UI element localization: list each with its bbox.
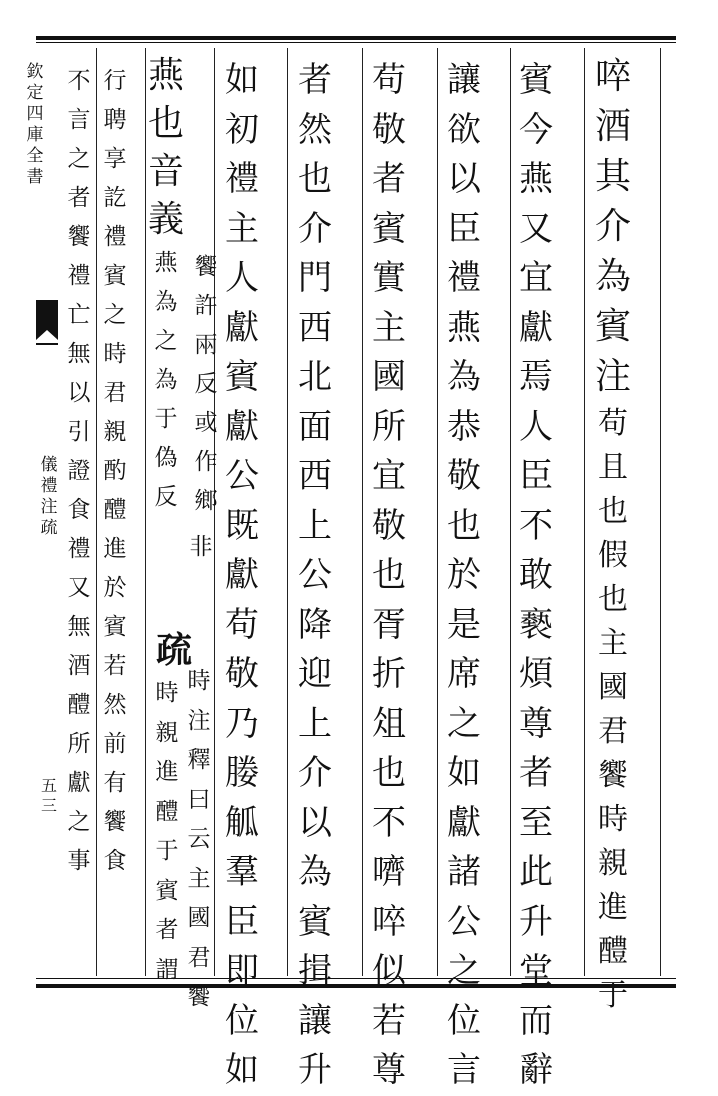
note-char: 兩 — [194, 332, 218, 358]
commentary-char: 酌 — [103, 458, 127, 484]
main-text-char: 如 — [225, 1050, 259, 1090]
note-char: 非 — [189, 534, 213, 560]
commentary-char: 醴 — [155, 798, 179, 825]
column-rule — [584, 48, 585, 976]
column-rule — [510, 48, 511, 976]
commentary-char: 親 — [103, 419, 127, 445]
commentary-char: 之 — [67, 809, 91, 835]
commentary-char: 醴 — [103, 497, 127, 523]
main-text-char: 人 — [225, 258, 259, 298]
main-text-char: 尊 — [519, 703, 553, 744]
main-text-char: 宜 — [519, 258, 553, 298]
shu-label: 疏 — [155, 629, 192, 671]
commentary-char: 云 — [187, 826, 211, 852]
main-text-char: 不 — [372, 802, 406, 843]
main-text-char: 為 — [447, 357, 481, 397]
commentary-char: 引 — [67, 419, 91, 445]
main-text-char: 人 — [519, 406, 553, 447]
main-text-char: 折 — [372, 654, 406, 694]
main-text-char: 以 — [298, 802, 332, 843]
commentary-char: 禮 — [67, 263, 91, 289]
main-text-char: 堂 — [519, 951, 553, 991]
book-title-char: 注 — [40, 497, 58, 517]
commentary-char: 時 — [103, 341, 127, 367]
commentary-char: 賓 — [103, 614, 127, 640]
main-text-char: 公 — [447, 901, 481, 942]
main-text-char: 上 — [298, 505, 332, 546]
main-text-char: 賓 — [594, 306, 631, 347]
commentary-char: 時 — [187, 668, 211, 694]
commentary-char: 證 — [67, 458, 91, 484]
column-rule — [287, 48, 288, 976]
main-text-char: 為 — [298, 852, 332, 892]
text-column-9 — [64, 62, 94, 881]
main-text-char: 媵 — [225, 753, 259, 793]
commentary-char: 食 — [67, 497, 91, 523]
main-text-char: 以 — [447, 159, 481, 199]
commentary-char: 前 — [103, 731, 127, 757]
page-number — [38, 776, 60, 816]
commentary-char: 享 — [103, 146, 127, 172]
split-block — [143, 52, 221, 521]
commentary-char: 無 — [67, 614, 91, 640]
main-text-char: 苟 — [372, 60, 406, 100]
note-char: 為 — [154, 367, 178, 393]
commentary-char: 食 — [103, 848, 127, 874]
column-rule — [362, 48, 363, 976]
main-text-char: 為 — [594, 256, 631, 297]
note-char: 鄉 — [194, 488, 218, 514]
main-text-char: 主 — [225, 208, 259, 249]
collection-title — [24, 62, 46, 188]
commentary-char: 賓 — [103, 263, 127, 289]
commentary-char: 君 — [103, 380, 127, 406]
text-column-5 — [293, 56, 337, 1096]
note-char: 或 — [194, 410, 218, 436]
note-column-right — [191, 52, 221, 521]
commentary-char: 主 — [187, 865, 211, 892]
commentary-char: 于 — [598, 978, 628, 1013]
fishtail-mark-icon — [34, 300, 60, 346]
commentary-char: 主 — [598, 626, 628, 661]
text-column-2 — [514, 56, 558, 1096]
text-column-6 — [220, 56, 264, 1096]
commentary-char: 行 — [103, 68, 127, 94]
commentary-char: 若 — [103, 653, 127, 679]
main-text-char: 西 — [298, 456, 332, 496]
commentary-char: 醴 — [598, 934, 628, 969]
main-text-char: 之 — [447, 703, 481, 744]
main-text-char: 燕 — [519, 159, 553, 199]
commentary-char: 假 — [598, 538, 628, 573]
commentary-char: 者 — [67, 185, 91, 211]
commentary-char: 苟 — [598, 406, 628, 441]
commentary-char: 君 — [598, 714, 628, 749]
main-text-char: 賓 — [298, 901, 332, 942]
main-text-char: 是 — [447, 604, 481, 645]
main-text-char: 上 — [298, 703, 332, 744]
margin-title-char: 定 — [26, 83, 44, 103]
main-text-char: 升 — [298, 1050, 332, 1090]
main-text-char: 者 — [519, 753, 553, 793]
main-text-char: 如 — [447, 753, 481, 793]
main-text-char: 賓 — [225, 357, 259, 397]
main-text-char: 讓 — [447, 60, 481, 100]
main-text-char: 即 — [225, 951, 259, 991]
main-text-char: 尊 — [372, 1050, 406, 1090]
main-text-char: 既 — [225, 505, 259, 546]
main-text-char: 敬 — [225, 654, 259, 694]
main-text-char: 辭 — [519, 1050, 553, 1090]
commentary-char: 獻 — [67, 770, 91, 796]
text-column-8 — [100, 62, 130, 881]
main-text-char: 介 — [298, 208, 332, 249]
main-text-char: 賓 — [372, 208, 406, 249]
commentary-char: 所 — [67, 731, 91, 757]
main-text-char: 所 — [372, 406, 406, 447]
column-rule — [96, 48, 97, 976]
main-text-char: 初 — [225, 109, 259, 150]
main-text-char: 褻 — [519, 604, 553, 645]
text-column-1 — [590, 52, 636, 1018]
main-text-char: 公 — [298, 555, 332, 595]
commentary-char: 饗 — [598, 758, 628, 793]
main-text-char: 燕 — [147, 55, 184, 96]
text-column-4 — [367, 56, 411, 1096]
page-number-char: 五 — [40, 776, 57, 795]
commentary-char: 禮 — [103, 224, 127, 250]
commentary-char: 親 — [155, 719, 179, 746]
commentary-char: 釋 — [187, 747, 211, 773]
main-text-char: 介 — [298, 753, 332, 793]
main-text-char: 敬 — [372, 505, 406, 546]
main-text-char: 也 — [298, 159, 332, 199]
page-number-char: 三 — [40, 796, 57, 815]
main-text-char: 然 — [298, 109, 332, 150]
main-text-char: 於 — [447, 555, 481, 595]
commentary-char: 於 — [103, 575, 127, 601]
commentary-char: 以 — [67, 380, 91, 406]
main-text-char: 嚌 — [372, 852, 406, 892]
main-text-char: 若 — [372, 1000, 406, 1041]
margin-title-char: 四 — [26, 104, 44, 124]
main-text-char: 敢 — [519, 555, 553, 595]
commentary-char: 不 — [67, 68, 91, 94]
note-char: 反 — [194, 371, 218, 397]
main-text-char: 恭 — [447, 406, 481, 447]
main-text-char: 臣 — [447, 208, 481, 249]
bottom-border — [36, 978, 676, 988]
main-text-char: 獻 — [225, 307, 259, 348]
main-text-char: 獻 — [519, 307, 553, 348]
commentary-char: 亡 — [67, 302, 91, 328]
commentary-char: 事 — [67, 848, 91, 874]
commentary-char: 醴 — [67, 692, 91, 718]
commentary-char: 之 — [67, 146, 91, 172]
note-char: 之 — [154, 328, 178, 354]
book-title — [38, 455, 60, 539]
main-text-char: 觚 — [225, 802, 259, 843]
commentary-char: 禮 — [67, 536, 91, 562]
main-text-char: 酒 — [594, 106, 631, 147]
text-column-7 — [147, 52, 218, 1010]
text-column-3 — [442, 56, 486, 1096]
main-text-char: 禮 — [447, 258, 481, 298]
main-text-char: 啐 — [372, 901, 406, 942]
main-text-char: 苟 — [225, 604, 259, 645]
main-text-char: 敬 — [372, 109, 406, 150]
main-text-char: 者 — [298, 60, 332, 100]
note-char: 于 — [154, 406, 178, 432]
commentary-char: 時 — [598, 802, 628, 837]
main-text-char: 敬 — [447, 456, 481, 496]
main-text-char: 羣 — [225, 852, 259, 892]
book-title-char: 儀 — [40, 455, 58, 475]
main-text-char: 西 — [298, 307, 332, 348]
main-text-char: 也 — [372, 555, 406, 595]
main-text-char: 者 — [372, 159, 406, 199]
commentary-char: 進 — [155, 759, 179, 785]
main-text-char: 讓 — [298, 1000, 332, 1041]
main-text-char: 胥 — [372, 604, 406, 645]
main-text-char: 北 — [298, 357, 332, 397]
commentary-char: 謂 — [155, 956, 179, 983]
commentary-char: 國 — [187, 905, 211, 931]
commentary-char: 饗 — [187, 984, 211, 1010]
main-text-char: 席 — [447, 654, 481, 694]
main-text-char: 乃 — [225, 703, 259, 744]
note-char: 許 — [194, 293, 218, 319]
main-text-char: 國 — [372, 357, 406, 397]
note-char: 饗 — [194, 254, 218, 280]
commentary-char: 之 — [103, 302, 127, 328]
main-text-char: 位 — [447, 1000, 481, 1041]
column-rule — [660, 48, 661, 976]
main-text-char: 不 — [519, 505, 553, 546]
main-text-char: 主 — [372, 307, 406, 348]
note-char: 反 — [154, 484, 178, 510]
main-text-char: 介 — [594, 206, 631, 247]
main-text-char: 煩 — [519, 654, 553, 694]
main-text-char: 燕 — [447, 307, 481, 348]
margin-title-char: 欽 — [26, 62, 44, 82]
top-border — [36, 36, 676, 43]
main-text-char: 也 — [147, 103, 184, 144]
main-text-char: 面 — [298, 406, 332, 447]
note-column-left — [143, 52, 189, 521]
main-text-char: 也 — [447, 505, 481, 546]
commentary-char: 親 — [598, 846, 628, 881]
main-text-char: 獻 — [225, 555, 259, 595]
column-rule — [437, 48, 438, 976]
commentary-char: 無 — [67, 341, 91, 367]
main-text-char: 臣 — [225, 901, 259, 942]
commentary-char: 訖 — [103, 185, 127, 211]
commentary-char: 君 — [187, 944, 211, 971]
main-text-char: 如 — [225, 60, 259, 100]
main-text-char: 迎 — [298, 654, 332, 694]
main-text-char: 實 — [372, 258, 406, 298]
commentary-char: 也 — [598, 582, 628, 617]
commentary-char: 酒 — [67, 653, 91, 679]
commentary-char: 進 — [598, 890, 628, 925]
note-char: 作 — [194, 449, 218, 475]
main-text-char: 公 — [225, 456, 259, 496]
margin-title-char: 庫 — [26, 125, 44, 145]
main-text-char: 俎 — [372, 703, 406, 744]
commentary-char: 者 — [155, 917, 179, 943]
commentary-char: 國 — [598, 670, 628, 705]
main-text-char: 賓 — [519, 60, 553, 100]
main-text-char: 宜 — [372, 456, 406, 496]
main-text-char: 門 — [298, 258, 332, 298]
commentary-char: 然 — [103, 692, 127, 718]
main-text-char: 獻 — [447, 802, 481, 843]
main-text-char: 其 — [594, 156, 631, 197]
main-text-char: 音 — [147, 151, 184, 192]
main-text-char: 欲 — [447, 109, 481, 150]
main-text-char: 也 — [372, 753, 406, 793]
main-text-char: 諸 — [447, 852, 481, 892]
main-text-char: 升 — [519, 901, 553, 942]
margin-title-char: 書 — [26, 167, 44, 187]
note-char: 燕 — [154, 250, 178, 276]
commentary-char: 饗 — [67, 224, 91, 250]
main-text-char: 又 — [519, 208, 553, 249]
main-text-char: 注 — [594, 356, 631, 397]
main-text-char: 揖 — [298, 951, 332, 991]
main-text-char: 位 — [225, 1000, 259, 1041]
main-text-char: 焉 — [519, 357, 553, 397]
main-text-char: 臣 — [519, 456, 553, 496]
commentary-char: 聘 — [103, 107, 127, 133]
main-text-char: 至 — [519, 802, 553, 843]
commentary-char: 又 — [67, 575, 91, 601]
commentary-char: 饗 — [103, 809, 127, 835]
note-char: 偽 — [154, 445, 178, 471]
main-text-char: 似 — [372, 951, 406, 991]
commentary-char: 于 — [155, 838, 179, 864]
main-text-char: 今 — [519, 109, 553, 150]
main-text-char: 義 — [147, 199, 184, 240]
main-text-char: 降 — [298, 604, 332, 645]
commentary-char: 也 — [598, 494, 628, 529]
commentary-char: 曰 — [187, 786, 211, 813]
commentary-char: 言 — [67, 107, 91, 133]
main-text-char: 言 — [447, 1050, 481, 1090]
main-text-char: 此 — [519, 852, 553, 892]
book-title-char: 疏 — [40, 518, 58, 538]
commentary-char: 有 — [103, 770, 127, 796]
commentary-char: 賓 — [155, 877, 179, 904]
commentary-char: 時 — [155, 680, 179, 706]
commentary-char: 注 — [187, 707, 211, 734]
commentary-char: 進 — [103, 536, 127, 562]
commentary-char: 且 — [598, 450, 628, 485]
margin-title-char: 全 — [26, 146, 44, 166]
main-text-char: 禮 — [225, 159, 259, 199]
main-text-char: 而 — [519, 1000, 553, 1041]
note-char: 為 — [154, 289, 178, 315]
book-title-char: 禮 — [40, 476, 58, 496]
main-text-char: 啐 — [594, 56, 631, 97]
main-text-char: 獻 — [225, 406, 259, 447]
main-text-char: 之 — [447, 951, 481, 991]
